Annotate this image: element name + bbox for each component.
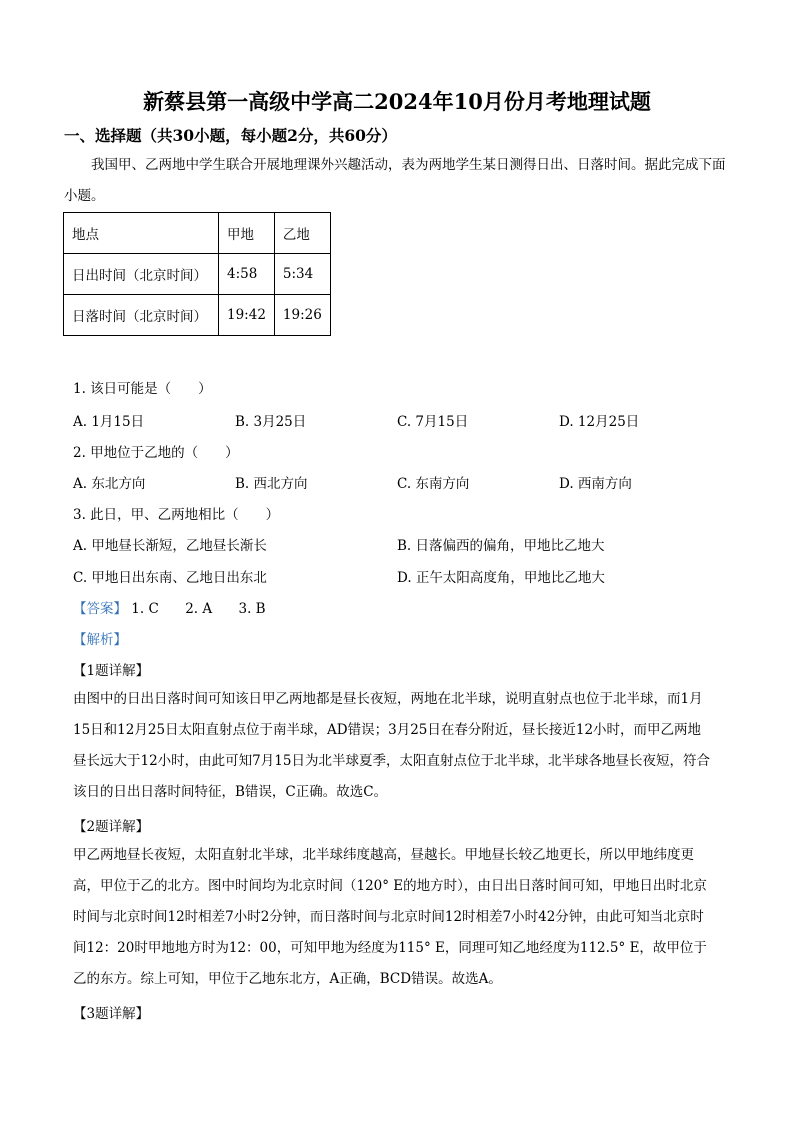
table-header-cell: 甲地: [219, 213, 275, 254]
answer-label: 【答案】: [73, 601, 127, 617]
question-3-option-a: A. 甲地昼长渐短，乙地昼长渐长: [73, 538, 267, 554]
intro-paragraph: 我国甲、乙两地中学生联合开展地理课外兴趣活动，表为两地学生某日测得日出、日落时间。据此完成下面小题。: [64, 157, 726, 204]
answer-item: 1. C: [131, 601, 159, 617]
answer-line: [73, 597, 266, 617]
detail-2-heading: 【2题详解】: [73, 819, 150, 835]
answer-item: 3. B: [238, 601, 266, 617]
detail-1-text: 由图中的日出日落时间可知该日甲乙两地都是昼长夜短，两地在北半球，说明直射点也位于北半球，而1月15日和12月25日太阳直射点位于南半球，AD错误；3月25日在春分附近，昼长接近12小时，而甲乙两地昼长远大于12小时，由此可知7月15日为北半球夏季，太阳直射点位于北半球，北半球各地昼长夜短，符合该日的日出日落时间特征，B错误，C正确。故选C。: [73, 691, 710, 800]
question-3-option-c: C. 甲地日出东南、乙地日出东北: [73, 570, 267, 586]
question-1-option-a: A. 1月15日: [73, 414, 145, 430]
section-heading: 一、选择题（共30小题，每小题2分，共60分）: [64, 126, 397, 145]
table-cell: 4:58: [219, 254, 275, 295]
question-1-option-d: D. 12月25日: [559, 414, 640, 430]
question-1-option-c: C. 7月15日: [397, 414, 469, 430]
detail-2-text: 甲乙两地昼长夜短，太阳直射北半球，北半球纬度越高，昼越长。甲地昼长较乙地更长，所以甲地纬度更高，甲位于乙的北方。图中时间均为北京时间（120° E的地方时），由日出日落时间可知，甲地日出时北京时间与北京时间12时相差7小时2分钟，而日落时间与北京时间12时相差7小时42分钟，由此可知当北京时间12：20时甲地地方时为12：00，可知甲地为经度为115° E，同理可知乙地经度为112.5° E，故甲位于乙的东方。综上可知，甲位于乙地东北方，A正确，BCD错误。故选A。: [73, 847, 707, 987]
question-2-option-a: A. 东北方向: [73, 476, 146, 492]
table-header-cell: 地点: [64, 213, 219, 254]
question-3-stem: 3. 此日，甲、乙两地相比（ ）: [73, 507, 280, 523]
question-1-stem: 1. 该日可能是（ ）: [73, 381, 212, 397]
detail-1-heading: 【1题详解】: [73, 663, 150, 679]
question-2-option-b: B. 西北方向: [235, 476, 308, 492]
table-cell: 5:34: [274, 254, 330, 295]
table-row: [64, 254, 331, 295]
table-row: [64, 295, 331, 336]
page-title: 新蔡县第一高级中学高二2024年10月份月考地理试题: [143, 89, 651, 114]
question-2-stem: 2. 甲地位于乙地的（ ）: [73, 445, 239, 461]
question-2-option-d: D. 西南方向: [559, 476, 632, 492]
question-2-option-c: C. 东南方向: [397, 476, 470, 492]
answer-item: 2. A: [185, 601, 213, 617]
sunrise-sunset-table: [63, 212, 331, 336]
question-1-option-b: B. 3月25日: [235, 414, 307, 430]
table-cell: 日落时间（北京时间）: [64, 295, 219, 336]
question-3-option-b: B. 日落偏西的偏角，甲地比乙地大: [397, 538, 605, 554]
table-header-row: [64, 213, 331, 254]
table-cell: 19:42: [219, 295, 275, 336]
table-cell: 19:26: [274, 295, 330, 336]
table-cell: 日出时间（北京时间）: [64, 254, 219, 295]
table-header-cell: 乙地: [274, 213, 330, 254]
question-3-option-d: D. 正午太阳高度角，甲地比乙地大: [397, 570, 605, 586]
detail-3-heading: 【3题详解】: [73, 1006, 150, 1022]
analysis-label: 【解析】: [73, 632, 127, 648]
